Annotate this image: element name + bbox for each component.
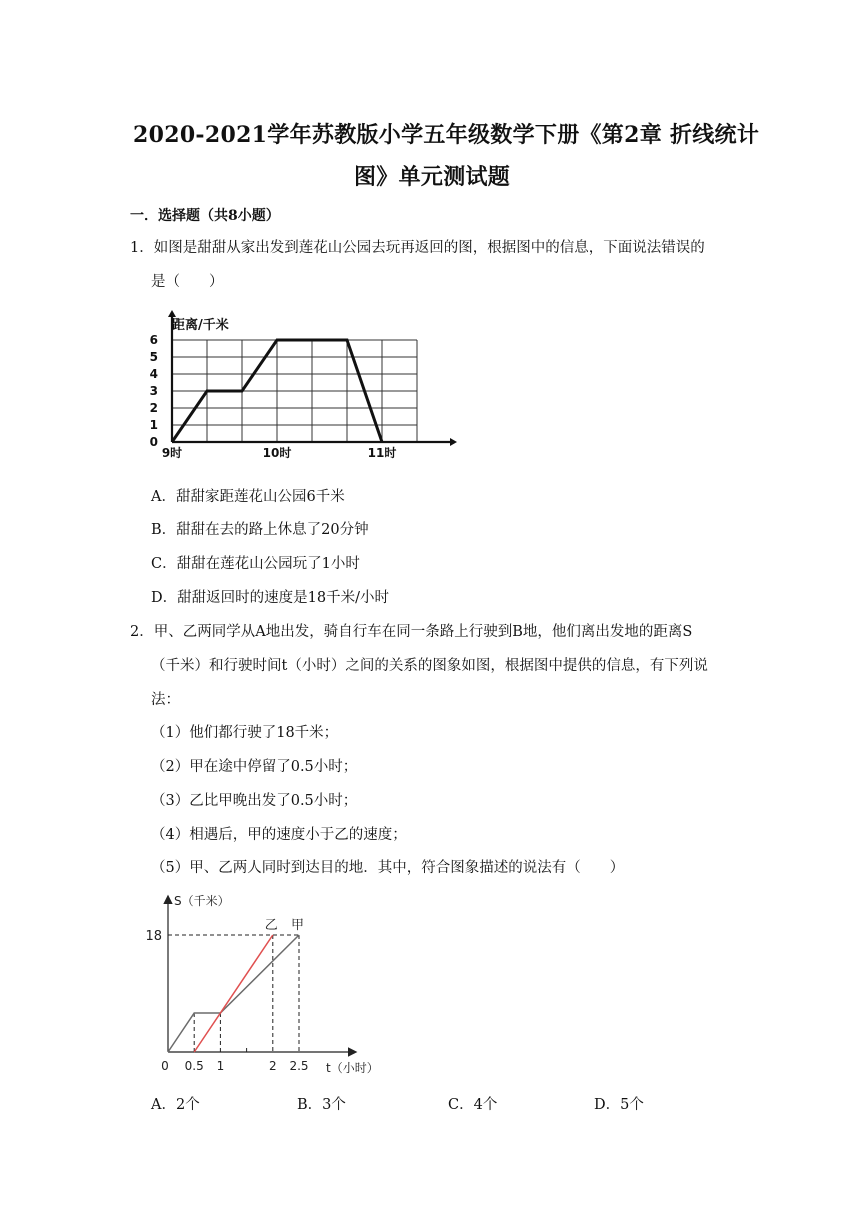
- q1-option-c: C．甜甜在莲花山公园玩了1小时: [151, 556, 360, 572]
- q1-option-b: B．甜甜在去的路上休息了20分钟: [151, 522, 369, 538]
- document-title-line2: 图》单元测试题: [354, 164, 511, 190]
- chart2-x-tick-label: 0: [161, 1059, 169, 1073]
- q2-statement-5: （5）甲、乙两人同时到达目的地．其中，符合图象描述的说法有（ ）: [151, 860, 625, 876]
- chart1-x-tick-label: 10时: [262, 446, 292, 460]
- chart2-y-axis-label: S（千米）: [174, 894, 230, 908]
- q2-option-d: D．5个: [594, 1097, 644, 1113]
- chart1-y-ticks: [150, 333, 158, 449]
- chart1-x-axis-arrow: [450, 438, 457, 446]
- q2-option-c: C．4个: [448, 1097, 498, 1113]
- q2-stem-line3: 法：: [151, 692, 180, 708]
- chart1-y-tick-label: 3: [149, 384, 158, 398]
- chart2-x-tick-label: 2.5: [289, 1059, 309, 1073]
- chart1-y-tick-label: 1: [149, 418, 158, 432]
- chart1-x-tick-label: 9时: [161, 446, 183, 460]
- q1-option-a: A．甜甜家距莲花山公园6千米: [151, 489, 345, 505]
- chart2-x-tick-label: 0.5: [184, 1059, 204, 1073]
- q2-stem-line1: 2．甲、乙两同学从A地出发，骑自行车在同一条路上行驶到B地，他们离出发地的距离S: [130, 624, 693, 640]
- chart2-y-tick-18: 18: [145, 929, 162, 944]
- chart2-series-yi: [194, 935, 273, 1052]
- chart1-y-tick-label: 5: [149, 350, 158, 364]
- chart2-series-label-jia: 甲: [291, 918, 305, 933]
- q1-stem-line1: 1．如图是甜甜从家出发到莲花山公园去玩再返回的图，根据图中的信息，下面说法错误的: [130, 240, 705, 256]
- chart1-y-tick-label: 4: [149, 367, 158, 381]
- chart2-x-tick-label: 2: [268, 1059, 277, 1073]
- chart1-y-tick-label: 6: [149, 333, 158, 347]
- distance-time-chart: [145, 305, 460, 470]
- q2-statement-3: （3）乙比甲晚出发了0.5小时；: [151, 793, 358, 809]
- q2-statement-2: （2）甲在途中停留了0.5小时；: [151, 759, 358, 775]
- q1-option-d: D．甜甜返回时的速度是18千米/小时: [151, 590, 389, 606]
- document-title-line1: 2020-2021学年苏教版小学五年级数学下册《第2章 折线统计: [133, 122, 760, 148]
- section-heading: 一．选择题（共8小题）: [130, 208, 280, 224]
- chart1-x-ticks: [162, 445, 397, 460]
- chart2-x-axis-label: t（小时）: [326, 1061, 379, 1075]
- q1-stem-line2: 是（ ）: [151, 274, 224, 290]
- chart1-y-tick-label: 0: [149, 435, 158, 449]
- q2-option-b: B．3个: [297, 1097, 346, 1113]
- chart1-y-tick-label: 2: [149, 401, 158, 415]
- q2-statement-1: （1）他们都行驶了18千米；: [151, 725, 339, 741]
- q2-stem-line2: （千米）和行驶时间t（小时）之间的关系的图象如图，根据图中提供的信息，有下列说: [151, 658, 708, 674]
- q2-statement-4: （4）相遇后，甲的速度小于乙的速度；: [151, 827, 407, 843]
- chart1-y-axis-arrow: [168, 310, 176, 317]
- chart2-x-tick-label: 1: [216, 1059, 225, 1073]
- s-t-chart: [140, 885, 390, 1080]
- q2-option-a: A．2个: [151, 1097, 200, 1113]
- chart1-x-tick-label: 11时: [367, 446, 397, 460]
- chart2-series-label-yi: 乙: [264, 918, 278, 933]
- chart1-y-axis-label: 距离/千米: [172, 318, 229, 333]
